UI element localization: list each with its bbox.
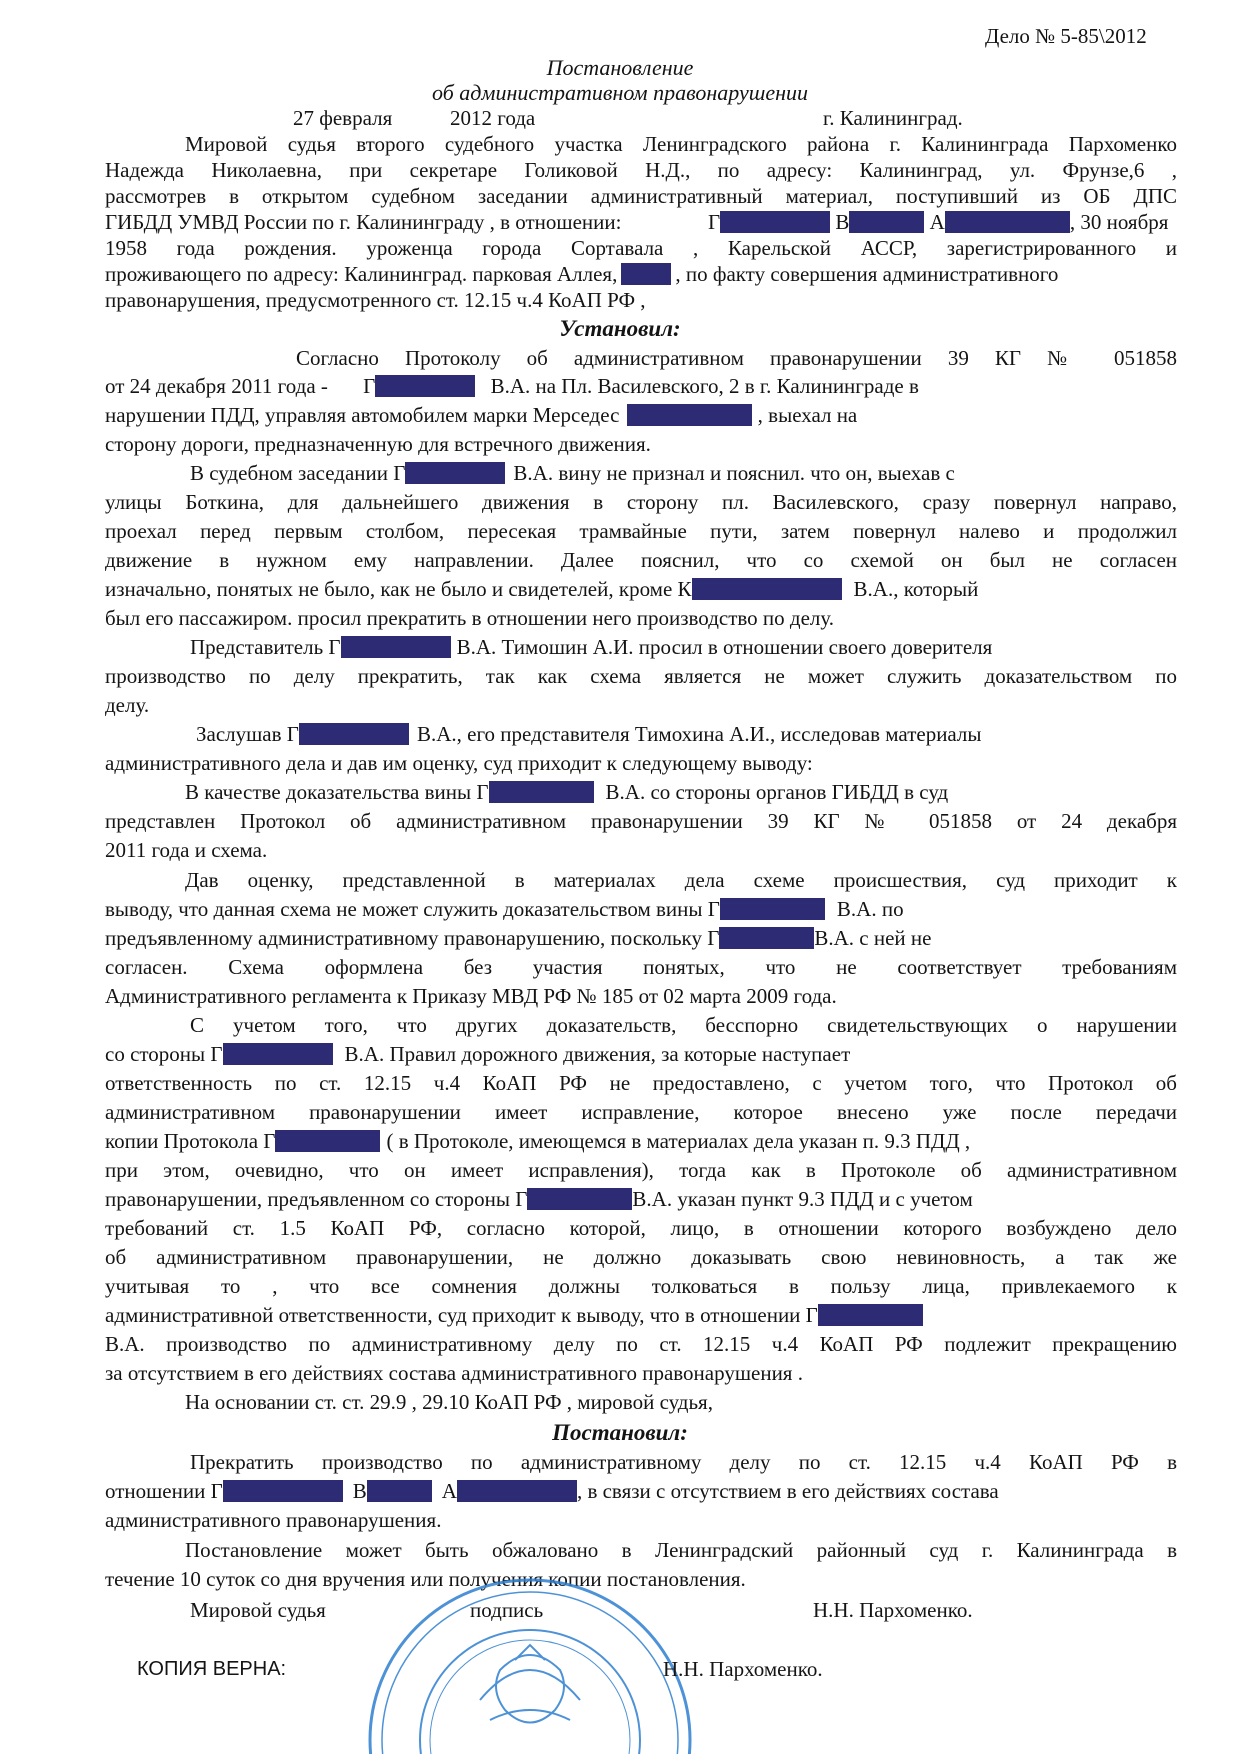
text-line: Согласно Протоколу об административном правонарушении 39 КГ № 051858: [296, 346, 1177, 370]
intro-line: рассмотрев в открытом судебном заседании административный материал, поступивший из ОБ ДПС: [105, 184, 1177, 208]
heading-resolved: Постановил:: [552, 1420, 688, 1445]
text-line: от 24 декабря 2011 года - Г В.А. на Пл. Василевского, 2 в г. Калининграде в: [105, 374, 919, 398]
judge-label: Мировой судья: [190, 1598, 326, 1622]
redaction-block: [818, 1304, 923, 1326]
text-line: проехал перед первым столбом, пересекая трамвайные пути, затем повернул налево и продолжил: [105, 519, 1177, 543]
text-line: был его пассажиром. просил прекратить в отношении него производство по делу.: [105, 606, 835, 630]
text-line: сторону дороги, предназначенную для встречного движения.: [105, 432, 651, 456]
document-title: Постановление: [546, 55, 694, 80]
redaction-block: [627, 404, 752, 426]
text-line: нарушении ПДД, управляя автомобилем марки Мерседес , выехал на: [105, 403, 858, 427]
redaction-block: [405, 462, 505, 484]
document-subtitle: об административном правонарушении: [432, 80, 808, 105]
text-line: улицы Боткина, для дальнейшего движения в сторону пл. Василевского, сразу повернул направо,: [105, 490, 1177, 514]
city: г. Калининград.: [823, 106, 963, 130]
intro-line: ГИБДД УМВД России по г. Калининграду , в отношении:: [105, 210, 622, 234]
text-line: Дав оценку, представленной в материалах дела схеме происшествия, суд приходит к: [185, 868, 1177, 892]
date-day: 27 февраля: [293, 106, 393, 130]
text-line: административного правонарушения.: [105, 1508, 442, 1532]
text-line: делу.: [105, 693, 150, 717]
copy-signer-name: Н.Н. Пархоменко.: [663, 1657, 823, 1681]
text-line: административного дела и дав им оценку, суд приходит к следующему выводу:: [105, 751, 813, 775]
text-line: Заслушав Г В.А., его представителя Тимохина А.И., исследовав материалы: [196, 722, 982, 746]
redaction-block: [367, 1480, 432, 1502]
redaction-block: [457, 1480, 577, 1502]
text-line: В судебном заседании Г В.А. вину не признал и пояснил. что он, выехав с: [190, 461, 955, 485]
text-line: С учетом того, что других доказательств, бесспорно свидетельствующих о нарушении: [190, 1013, 1177, 1037]
text-line: со стороны Г В.А. Правил дорожного движения, за которые наступает: [105, 1042, 851, 1066]
redaction-block: [223, 1480, 343, 1502]
redaction-block: [299, 723, 409, 745]
text-line: 2011 года и схема.: [105, 838, 268, 862]
text-line: за отсутствием в его действиях состава административного правонарушения .: [105, 1361, 803, 1385]
text-line: Прекратить производство по административному делу по ст. 12.15 ч.4 КоАП РФ в: [190, 1450, 1177, 1474]
redaction-block: [223, 1043, 333, 1065]
text-line: отношении Г В А , в связи с отсутствием в его действиях состава: [105, 1479, 999, 1503]
intro-line: Надежда Николаевна, при секретаре Голиковой Н.Д., по адресу: Калининград, ул. Фрунзе,6 ,: [105, 158, 1177, 182]
heading-established: Установил:: [559, 316, 681, 341]
redaction-block: [692, 578, 842, 600]
intro-line: Мировой судья второго судебного участка Ленинградского района г. Калининграда Пархоменко: [185, 132, 1177, 156]
redaction-block: [275, 1130, 380, 1152]
text-line: представлен Протокол об административном правонарушении 39 КГ № 051858 от 24 декабря: [105, 809, 1177, 833]
redaction-block: [945, 211, 1070, 233]
intro-line: правонарушения, предусмотренного ст. 12.15 ч.4 КоАП РФ ,: [105, 288, 646, 312]
text-line: согласен. Схема оформлена без участия понятых, что не соответствует требованиям: [105, 955, 1177, 979]
text-line: требований ст. 1.5 КоАП РФ, согласно которой, лицо, в отношении которого возбуждено дело: [105, 1216, 1177, 1240]
text-line: изначально, понятых не было, как не было и свидетелей, кроме К В.А., который: [105, 577, 979, 601]
intro-fragment: Г В А , 30 ноября: [708, 210, 1169, 234]
text-line: движение в нужном ему направлении. Далее пояснил, что со схемой он был не согласен: [105, 548, 1177, 572]
intro-line: проживающего по адресу: Калининград. парковая Аллея, , по факту совершения административного: [105, 262, 1059, 286]
text-line: об административном правонарушении, не должно доказывать свою невиновность, а так же: [105, 1245, 1177, 1269]
text-line: административной ответственности, суд приходит к выводу, что в отношении Г: [105, 1301, 923, 1330]
text-line: ответственность по ст. 12.15 ч.4 КоАП РФ не предоставлено, с учетом того, что Протокол об: [105, 1071, 1177, 1095]
redaction-block: [527, 1188, 632, 1210]
redaction-block: [849, 211, 924, 233]
copy-certified-label: КОПИЯ ВЕРНА:: [137, 1658, 287, 1680]
text-line: при этом, очевидно, что он имеет исправления), тогда как в Протоколе об административном: [105, 1158, 1177, 1182]
judge-name: Н.Н. Пархоменко.: [813, 1598, 973, 1622]
case-number: Дело № 5-85\2012: [985, 24, 1147, 48]
redaction-block: [720, 211, 830, 233]
text-line: административном правонарушении имеет исправление, которое внесено уже после передачи: [105, 1100, 1177, 1124]
redaction-block: [720, 898, 825, 920]
text-line: На основании ст. ст. 29.9 , 29.10 КоАП РФ , мировой судья,: [185, 1390, 713, 1414]
intro-line: 1958 года рождения. уроженца города Сортавала , Карельской АССР, зарегистрированного и: [105, 236, 1177, 260]
text-line: производство по делу прекратить, так как схема является не может служить доказательством по: [105, 664, 1177, 688]
text-line: Представитель Г В.А. Тимошин А.И. просил в отношении своего доверителя: [190, 635, 993, 659]
redaction-block: [621, 263, 671, 285]
date-year: 2012 года: [450, 106, 536, 130]
text-line: учитывая то , что все сомнения должны толковаться в пользу лица, привлекаемого к: [105, 1274, 1177, 1298]
text-line: Административного регламента к Приказу МВД РФ № 185 от 02 марта 2009 года.: [105, 984, 837, 1008]
text-line: В качестве доказательства вины Г В.А. со стороны органов ГИБДД в суд: [185, 780, 949, 804]
text-line: течение 10 суток со дня вручения или получения копии постановления.: [105, 1567, 746, 1591]
signature-mark: подпись: [470, 1598, 544, 1622]
text-line: Постановление может быть обжаловано в Ленинградский районный суд г. Калининграда в: [185, 1538, 1177, 1562]
redaction-block: [341, 636, 451, 658]
redaction-block: [375, 375, 475, 397]
redaction-block: [489, 781, 594, 803]
text-line: копии Протокола Г ( в Протоколе, имеющемся в материалах дела указан п. 9.3 ПДД ,: [105, 1129, 971, 1153]
text-line: В.А. производство по административному делу по ст. 12.15 ч.4 КоАП РФ подлежит прекращению: [105, 1332, 1177, 1356]
text-line: выводу, что данная схема не может служить доказательством вины Г В.А. по: [105, 897, 904, 921]
text-line: правонарушении, предъявленном со стороны Г В.А. указан пункт 9.3 ПДД и с учетом: [105, 1187, 973, 1211]
redaction-block: [719, 927, 814, 949]
text-line: предъявленному административному правонарушению, поскольку Г В.А. с ней не: [105, 926, 932, 950]
